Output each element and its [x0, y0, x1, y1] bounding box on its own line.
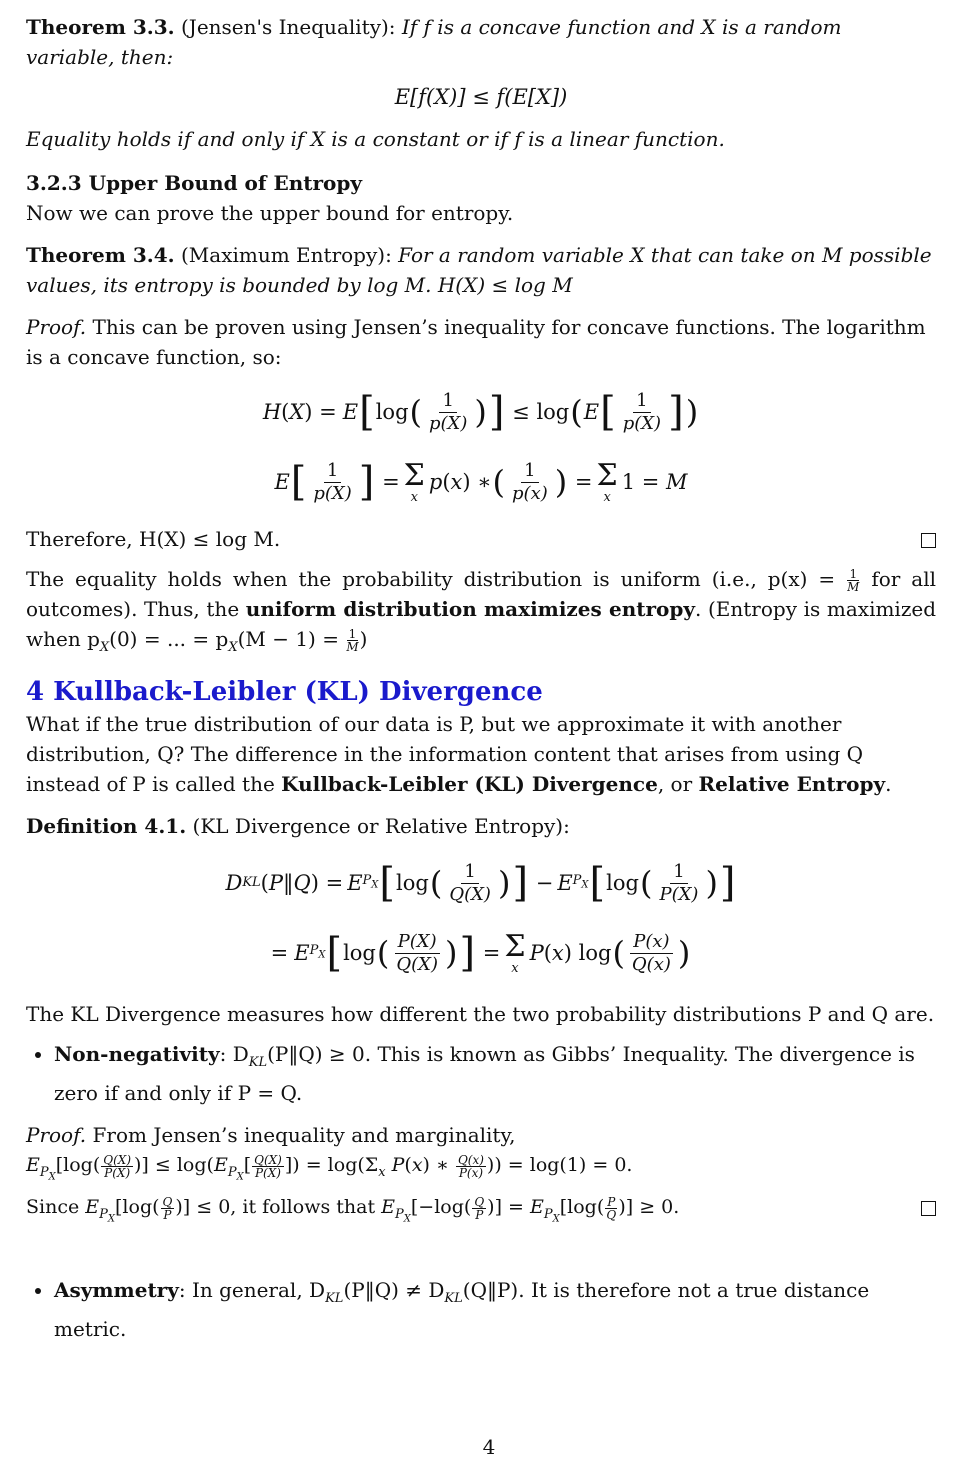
equality-text-3: . (Entropy is maximized when p [26, 597, 936, 651]
theorem-statement: If f is a concave function and X is a random variable, then: [26, 15, 842, 69]
proof-label: Proof. [26, 1123, 87, 1147]
theorem-label: Theorem 3.3. [26, 15, 175, 39]
jensen-formula: E[f(X)] ≤ f(E[X]) [394, 85, 568, 109]
section-4-title: 4 Kullback-Leibler (KL) Divergence [26, 677, 543, 707]
theorem-3-4 [26, 240, 936, 300]
bullet2-text: : In general, D [178, 1277, 326, 1302]
asymmetry-term: Asymmetry [54, 1277, 179, 1302]
page-number: 4 [482, 1435, 496, 1459]
equality-text-5: (M − 1) = [237, 627, 339, 651]
equality-text-2: for all outcomes). Thus, the [26, 567, 937, 621]
relative-entropy-term: Relative Entropy [698, 772, 886, 796]
equality-text-1: The equality holds when the probability distribution is uniform (i.e., p(x) = [26, 567, 836, 591]
theorem-name: (Maximum Entropy): [181, 243, 392, 267]
gibbs-equation: $E_{P_X}[\log$( $\frac{Q(X)}{P(X)}$ )] ≤ $\log(E_{P_X}$[ $\frac{Q(X)}{P(X)}$ ]) = $\log(\Sigma_x$ P(x) ∗ $\frac{Q(x)}{P(x)}$ )) = log(1) = 0. [26, 1152, 633, 1183]
properties-list-1 [26, 1039, 936, 1108]
list-item: • Non-negativity: $D_{KL}(P‖Q) \ge 0$. This is known as Gibbs’ Inequality. The divergence is zero if and only if P = Q. [54, 1039, 936, 1108]
equality-bold: uniform distribution maximizes entropy [245, 597, 695, 621]
section-3-2-3-title: 3.2.3 Upper Bound of Entropy [26, 171, 362, 195]
section-4-end: . [885, 772, 892, 796]
kl-measure: The KL Divergence measures how different the two probability distributions P and Q are. [26, 1002, 935, 1026]
definition-name: (KL Divergence or Relative Entropy): [192, 814, 570, 838]
section-4-or: , or [657, 772, 693, 796]
list-item: • Asymmetry: In general, $D_{KL}(P‖Q)$ ≠ $D_{KL}(Q‖P)$. It is therefore not a true distance metric. [54, 1275, 936, 1344]
theorem-statement: For a random variable X that can take on M possible values, its entropy is bounded by log M. H(X) ≤ log M [26, 243, 932, 297]
proof-text: This can be proven using Jensen’s inequality for concave functions. The logarithm is a concave function, so: [26, 315, 926, 369]
definition-4-1 [26, 811, 936, 841]
kl-equation-1: D KL ( P ‖ Q ) = E $P_X$ [ log ( $\frac{1}{Q(X)}$ ) ] − E $P_X$ [ log ( $\frac{1}{P(X)}$ ) ] [225, 860, 736, 906]
bullet1-rest: (P‖Q) ≥ 0. This is known as Gibbs’ Inequality. The divergence is zero if and only if P = Q. [54, 1042, 915, 1105]
proof-2 [26, 1120, 936, 1150]
equality-condition: Equality holds if and only if X is a constant or if f is a linear function. [26, 127, 725, 151]
equality-paragraph: The equality holds when the probability distribution is uniform (i.e., p(x) = $\frac{1}{M}$ for all outcomes). Thus, the uniform distribution maximizes entropy. (Entropy is maximized when $p_X(0)$ = ... = $p_X(M - 1)$ = $\frac{1}{M}$ ) [26, 567, 937, 655]
bullet1-text: : D [219, 1042, 249, 1066]
theorem-label: Theorem 3.4. [26, 243, 175, 267]
since-text: Since [26, 1196, 80, 1219]
proof-label: Proof. [26, 315, 87, 339]
theorem-name: (Jensen's Inequality): [181, 15, 396, 39]
entropy-equation-1: H ( X ) = E [ log ( $\frac{1}{p(X)}$ ) ] ≤ log ( E [ $\frac{1}{p(X)}$ ] ) [262, 389, 699, 435]
follows-text: ≤ 0, it follows that [196, 1196, 376, 1219]
kl-term: Kullback-Leibler (KL) Divergence [281, 772, 658, 796]
therefore-line [26, 524, 936, 554]
theorem-3-3 [26, 12, 936, 72]
gibbs-conclusion: Since $E_{P_X}[\log$( $\frac{Q}{P}$ )] ≤ 0, it follows that $E_{P_X}[-\log$( $\frac{Q}{P}$ )] = $E_{P_X}[\log$( $\frac{P}{Q}$ )] ≥ 0. [26, 1192, 936, 1234]
section-4-intro [26, 709, 936, 799]
non-negativity-term: Non-negativity [54, 1042, 220, 1066]
proof-1 [26, 312, 936, 372]
properties-list-2 [26, 1275, 936, 1344]
geq-text: ≥ 0. [639, 1196, 680, 1219]
equality-text-4: (0) = ... = p [109, 627, 229, 651]
page-content [26, 12, 936, 1344]
qed-square-icon [921, 1201, 936, 1216]
qed-square-icon [921, 533, 936, 548]
section-3-2-3-intro: Now we can prove the upper bound for entropy. [26, 201, 514, 225]
bullet2-rest: (P‖Q) ≠ D [343, 1277, 445, 1302]
therefore-text: Therefore, H(X) ≤ log M. [26, 527, 281, 551]
definition-label: Definition 4.1. [26, 814, 187, 838]
entropy-equation-2: E [ $\frac{1}{p(X)}$ ] = Σ x p ( x ) ∗ ( $\frac{1}{p(x)}$ ) = Σ x 1 = M [274, 457, 688, 505]
section-4-intro-text: What if the true distribution of our data is P, but we approximate it with another distribution, Q? The difference in the information content that arises from using Q instead of P is called the [26, 712, 864, 796]
kl-equation-2: = E $P_X$ [ log ( $\frac{P(X)}{Q(X)}$ ) ] = Σ x P ( x ) log ( $\frac{P(x)}{Q(x)}$ ) [270, 928, 691, 976]
bullet2-rest2: (Q‖P). It is therefore not a true distance metric. [54, 1277, 870, 1341]
proof-text: From Jensen’s inequality and marginality, [92, 1123, 516, 1147]
